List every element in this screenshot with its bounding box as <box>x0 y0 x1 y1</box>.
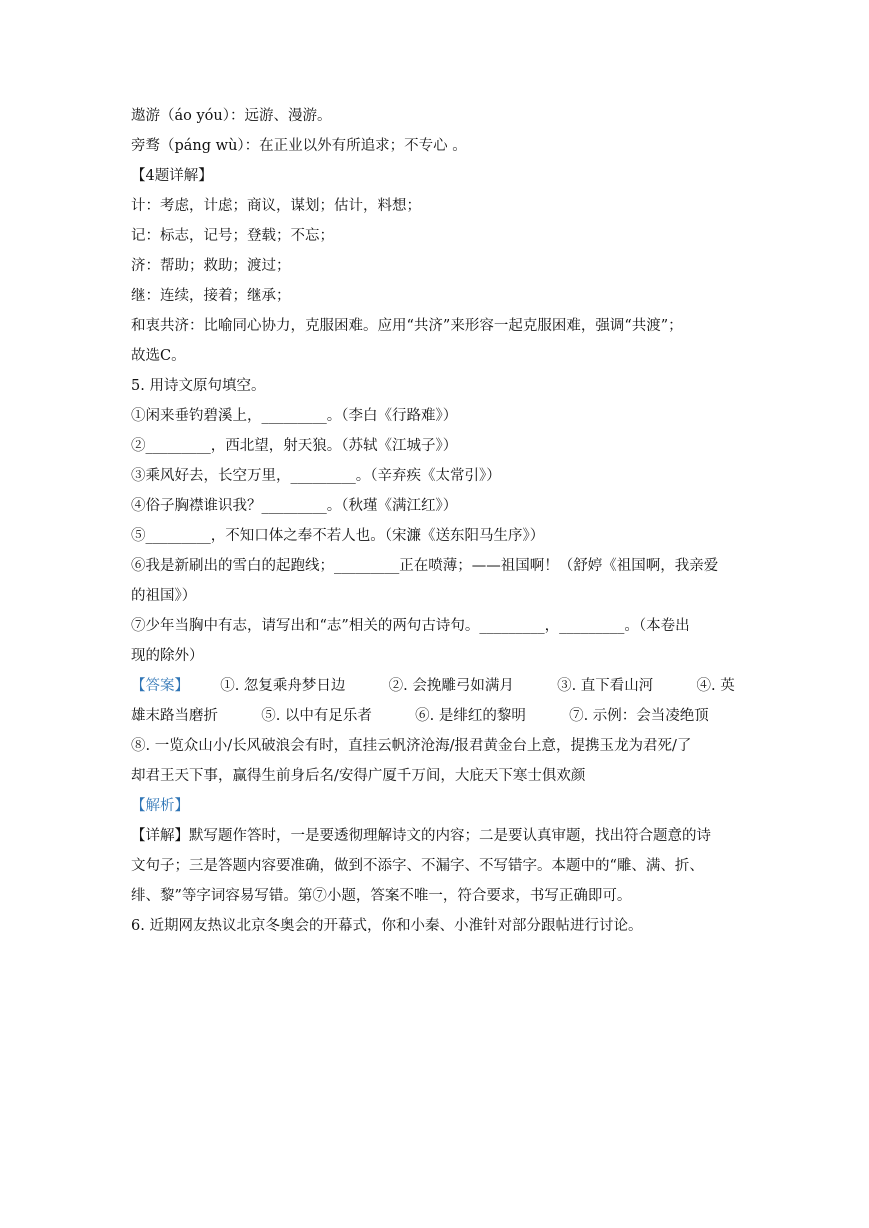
q5-item: ⑤_________，不知口体之奉不若人也。（宋濂《送东阳马生序》） <box>131 528 545 544</box>
q4-item: 记：标志，记号；登载；不忘； <box>131 228 334 244</box>
page-content <box>131 101 741 941</box>
q5-item: ②_________，西北望，射天狼。（苏轼《江城子》） <box>131 438 458 454</box>
answer-item: ⑥. 是绯红的黎明 <box>415 708 526 724</box>
detail-line: 【详解】默写题作答时，一是要透彻理解诗文的内容；二是要认真审题，找出符合题意的诗 <box>131 828 711 844</box>
q5-title: 5. 用诗文原句填空。 <box>131 378 266 394</box>
answer-item: ⑤. 以中有足乐者 <box>261 708 372 724</box>
q5-item: ④俗子胸襟谁识我？_________。（秋瑾《满江红》） <box>131 498 458 514</box>
answer-item: ②. 会挽雕弓如满月 <box>388 678 514 694</box>
q4-item: 继：连续，接着；继承； <box>131 288 291 304</box>
q5-item-cont: 现的除外） <box>131 648 204 664</box>
answer-item: 雄末路当磨折 <box>131 708 218 724</box>
answer-line <box>131 701 741 731</box>
analysis-label: 【解析】 <box>131 798 189 814</box>
q4-item: 故选C。 <box>131 348 186 364</box>
q4-heading: 【4题详解】 <box>131 168 213 184</box>
q6-title: 6. 近期网友热议北京冬奥会的开幕式，你和小秦、小淮针对部分跟帖进行讨论。 <box>131 918 643 934</box>
vocab-line: 遨游（áo yóu）：远游、漫游。 <box>131 108 332 124</box>
answer-line <box>131 671 741 701</box>
vocab-line: 旁骛（páng wù）：在正业以外有所追求；不专心 。 <box>131 138 467 154</box>
answer-label: 【答案】 <box>131 678 189 694</box>
answer-line: ⑧. 一览众山小/长风破浪会有时，直挂云帆济沧海/报君黄金台上意，提携玉龙为君死/了 <box>131 738 692 754</box>
answer-item: ⑦. 示例：会当凌绝顶 <box>569 708 709 724</box>
answer-line: 却君王天下事，赢得生前身后名/安得广厦千万间，大庇天下寒士俱欢颜 <box>131 768 586 784</box>
answer-item: ③. 直下看山河 <box>557 678 654 694</box>
q5-item: ⑥我是新刷出的雪白的起跑线；_________正在喷薄；——祖国啊！（舒婷《祖国啊，我亲爱 <box>131 558 719 574</box>
q4-item: 计：考虑，计虑；商议，谋划；估计，料想； <box>131 198 421 214</box>
answer-item: ①. 忽复乘舟梦日边 <box>220 678 346 694</box>
q4-item: 和衷共济：比喻同心协力，克服困难。应用“共济”来形容一起克服困难，强调“共渡”； <box>131 318 683 334</box>
q4-item: 济：帮助；救助；渡过； <box>131 258 291 274</box>
detail-line: 绯、黎”等字词容易写错。第⑦小题，答案不唯一，符合要求，书写正确即可。 <box>131 888 632 904</box>
q5-item: ①闲来垂钓碧溪上，_________。（李白《行路难》） <box>131 408 458 424</box>
answer-item: ④. 英 <box>696 678 735 694</box>
q5-item: ⑦少年当胸中有志，请写出和“志”相关的两句古诗句。_________，_________。（本卷出 <box>131 618 690 634</box>
q5-item: ③乘风好去，长空万里，_________。（辛弃疾《太常引》） <box>131 468 501 484</box>
q5-item-cont: 的祖国》） <box>131 588 197 604</box>
detail-line: 文句子；三是答题内容要准确，做到不添字、不漏字、不写错字。本题中的“雕、满、折、 <box>131 858 704 874</box>
